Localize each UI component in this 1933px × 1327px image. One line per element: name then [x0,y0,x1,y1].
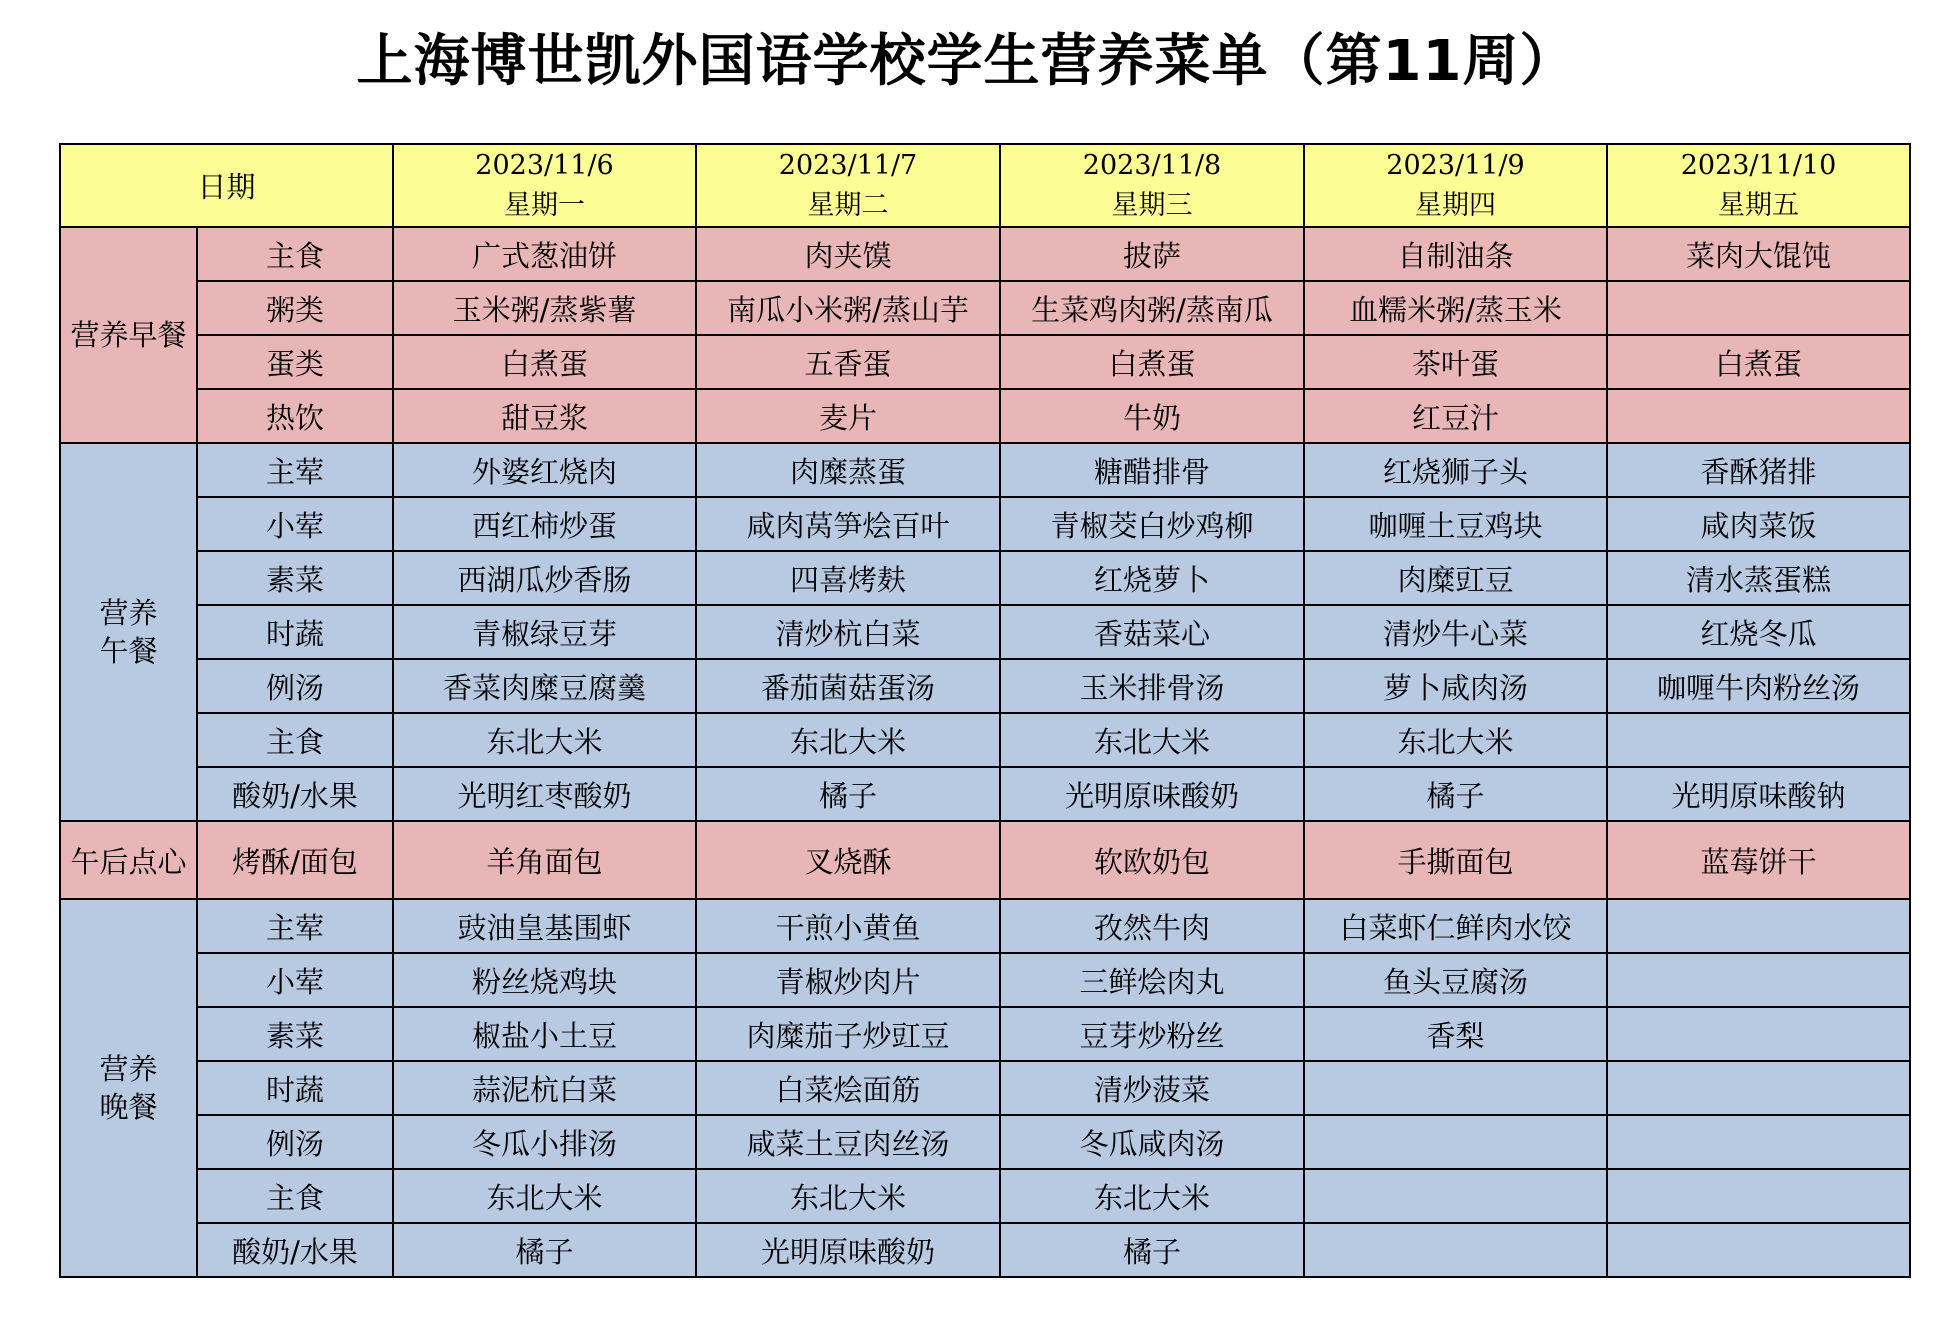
breakfast-row [60,281,1910,335]
menu-cell: 五香蛋 [696,335,1000,389]
menu-cell: 孜然牛肉 [1000,899,1304,953]
row-label: 小荤 [197,497,393,551]
menu-cell: 白菜烩面筋 [696,1061,1000,1115]
row-label: 时蔬 [197,1061,393,1115]
menu-cell: 萝卜咸肉汤 [1304,659,1607,713]
breakfast-row [60,227,1910,281]
lunch-row [60,713,1910,767]
dinner-row [60,899,1910,953]
lunch-row [60,551,1910,605]
row-label: 时蔬 [197,605,393,659]
row-label: 主荤 [197,443,393,497]
lunch-section-label [60,443,197,821]
row-label: 例汤 [197,659,393,713]
menu-cell: 清炒菠菜 [1000,1061,1304,1115]
menu-cell [1304,1061,1607,1115]
menu-cell: 东北大米 [696,1169,1000,1223]
lunch-row [60,605,1910,659]
menu-cell: 清炒牛心菜 [1304,605,1607,659]
menu-cell: 青椒绿豆芽 [393,605,696,659]
menu-cell [1607,1007,1910,1061]
menu-cell: 牛奶 [1000,389,1304,443]
row-label: 酸奶/水果 [197,1223,393,1277]
menu-cell: 玉米粥/蒸紫薯 [393,281,696,335]
menu-cell: 软欧奶包 [1000,821,1304,899]
day-weekday: 星期三 [1111,189,1193,221]
menu-cell: 肉夹馍 [696,227,1000,281]
menu-cell [1607,281,1910,335]
menu-cell: 白煮蛋 [393,335,696,389]
menu-cell: 光明原味酸奶 [1000,767,1304,821]
menu-cell: 橘子 [393,1223,696,1277]
lunch-section-line2: 午餐 [99,634,158,668]
dinner-section-line2: 晚餐 [99,1090,158,1124]
menu-cell: 玉米排骨汤 [1000,659,1304,713]
menu-table [59,143,1911,1278]
menu-cell: 清水蒸蛋糕 [1607,551,1910,605]
menu-cell: 蓝莓饼干 [1607,821,1910,899]
day-date: 2023/11/10 [1680,149,1837,181]
menu-cell: 香菇菜心 [1000,605,1304,659]
menu-cell: 咸肉莴笋烩百叶 [696,497,1000,551]
day-weekday: 星期四 [1415,189,1497,221]
dinner-row [60,1061,1910,1115]
menu-cell: 披萨 [1000,227,1304,281]
day-header [1000,144,1304,227]
menu-cell: 香菜肉糜豆腐羹 [393,659,696,713]
menu-cell: 红豆汁 [1304,389,1607,443]
menu-cell: 自制油条 [1304,227,1607,281]
menu-cell [1607,713,1910,767]
menu-cell: 豆芽炒粉丝 [1000,1007,1304,1061]
menu-cell: 糖醋排骨 [1000,443,1304,497]
dinner-row [60,1169,1910,1223]
menu-cell: 光明原味酸钠 [1607,767,1910,821]
dinner-row [60,1115,1910,1169]
menu-cell: 香梨 [1304,1007,1607,1061]
day-header [696,144,1000,227]
row-label: 素菜 [197,1007,393,1061]
breakfast-row [60,389,1910,443]
menu-cell: 咸菜土豆肉丝汤 [696,1115,1000,1169]
snack-row [60,821,1910,899]
menu-cell: 肉糜豇豆 [1304,551,1607,605]
menu-cell: 光明红枣酸奶 [393,767,696,821]
day-weekday: 星期二 [807,189,889,221]
menu-cell [1607,899,1910,953]
lunch-row [60,443,1910,497]
menu-cell: 青椒炒肉片 [696,953,1000,1007]
breakfast-row [60,335,1910,389]
row-label: 热饮 [197,389,393,443]
dinner-row [60,1223,1910,1277]
menu-cell: 香酥猪排 [1607,443,1910,497]
dinner-row [60,953,1910,1007]
menu-cell: 甜豆浆 [393,389,696,443]
page-title: 上海博世凯外国语学校学生营养菜单（第11周） [356,29,1577,94]
menu-cell: 橘子 [1000,1223,1304,1277]
menu-cell [1607,1223,1910,1277]
day-date: 2023/11/8 [1082,149,1222,181]
menu-cell [1304,1169,1607,1223]
menu-cell: 生菜鸡肉粥/蒸南瓜 [1000,281,1304,335]
row-label: 小荤 [197,953,393,1007]
menu-cell: 咖喱土豆鸡块 [1304,497,1607,551]
menu-cell: 叉烧酥 [696,821,1000,899]
menu-cell [1607,1115,1910,1169]
menu-cell [1304,1223,1607,1277]
day-header [393,144,696,227]
breakfast-section-label: 营养早餐 [60,227,197,443]
menu-cell: 外婆红烧肉 [393,443,696,497]
menu-cell [1607,1061,1910,1115]
menu-cell: 东北大米 [1304,713,1607,767]
day-header [1607,144,1910,227]
header-row [60,144,1910,227]
menu-cell: 豉油皇基围虾 [393,899,696,953]
menu-cell: 鱼头豆腐汤 [1304,953,1607,1007]
lunch-section-line1: 营养 [99,596,158,630]
lunch-row [60,497,1910,551]
menu-cell: 冬瓜咸肉汤 [1000,1115,1304,1169]
menu-cell: 青椒茭白炒鸡柳 [1000,497,1304,551]
row-label: 粥类 [197,281,393,335]
row-label: 烤酥/面包 [197,821,393,899]
menu-cell: 咖喱牛肉粉丝汤 [1607,659,1910,713]
menu-cell [1607,1169,1910,1223]
row-label: 蛋类 [197,335,393,389]
menu-cell: 南瓜小米粥/蒸山芋 [696,281,1000,335]
menu-cell: 清炒杭白菜 [696,605,1000,659]
menu-cell: 东北大米 [393,713,696,767]
menu-cell: 羊角面包 [393,821,696,899]
menu-cell: 白煮蛋 [1607,335,1910,389]
snack-section-label: 午后点心 [60,821,197,899]
menu-cell: 橘子 [1304,767,1607,821]
date-label: 日期 [60,144,393,227]
lunch-row [60,659,1910,713]
menu-cell: 蒜泥杭白菜 [393,1061,696,1115]
menu-cell: 东北大米 [1000,1169,1304,1223]
menu-cell: 肉糜茄子炒豇豆 [696,1007,1000,1061]
row-label: 酸奶/水果 [197,767,393,821]
dinner-section-label [60,899,197,1277]
row-label: 素菜 [197,551,393,605]
menu-cell: 红烧萝卜 [1000,551,1304,605]
day-weekday: 星期五 [1718,189,1800,221]
day-weekday: 星期一 [504,189,586,221]
menu-cell: 菜肉大馄饨 [1607,227,1910,281]
menu-cell: 白煮蛋 [1000,335,1304,389]
menu-cell: 咸肉菜饭 [1607,497,1910,551]
menu-cell: 四喜烤麸 [696,551,1000,605]
menu-cell: 东北大米 [696,713,1000,767]
menu-cell: 白菜虾仁鲜肉水饺 [1304,899,1607,953]
menu-cell: 肉糜蒸蛋 [696,443,1000,497]
menu-cell: 番茄菌菇蛋汤 [696,659,1000,713]
menu-cell: 红烧冬瓜 [1607,605,1910,659]
day-date: 2023/11/7 [778,149,918,181]
row-label: 例汤 [197,1115,393,1169]
menu-cell [1607,953,1910,1007]
menu-cell: 西红柿炒蛋 [393,497,696,551]
menu-cell: 茶叶蛋 [1304,335,1607,389]
menu-cell: 干煎小黄鱼 [696,899,1000,953]
menu-cell: 西湖瓜炒香肠 [393,551,696,605]
menu-cell: 光明原味酸奶 [696,1223,1000,1277]
menu-cell [1304,1115,1607,1169]
menu-cell: 红烧狮子头 [1304,443,1607,497]
row-label: 主食 [197,713,393,767]
menu-cell: 手撕面包 [1304,821,1607,899]
menu-cell: 冬瓜小排汤 [393,1115,696,1169]
menu-cell: 粉丝烧鸡块 [393,953,696,1007]
menu-cell: 麦片 [696,389,1000,443]
dinner-section-line1: 营养 [99,1052,158,1086]
menu-cell: 东北大米 [1000,713,1304,767]
day-date: 2023/11/6 [475,149,614,181]
menu-cell: 椒盐小土豆 [393,1007,696,1061]
row-label: 主荤 [197,899,393,953]
row-label: 主食 [197,1169,393,1223]
menu-cell: 东北大米 [393,1169,696,1223]
row-label: 主食 [197,227,393,281]
menu-cell: 三鲜烩肉丸 [1000,953,1304,1007]
day-header [1304,144,1607,227]
menu-cell [1607,389,1910,443]
dinner-row [60,1007,1910,1061]
menu-cell: 血糯米粥/蒸玉米 [1304,281,1607,335]
menu-cell: 橘子 [696,767,1000,821]
lunch-row [60,767,1910,821]
day-date: 2023/11/9 [1386,149,1525,181]
menu-cell: 广式葱油饼 [393,227,696,281]
